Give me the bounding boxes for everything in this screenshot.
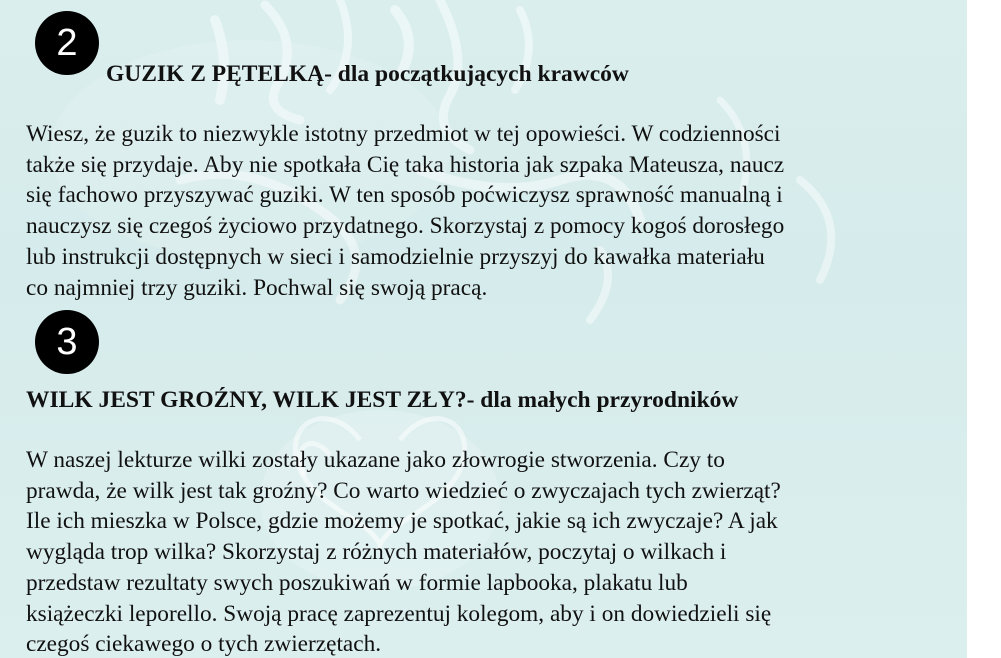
body-line: Wiesz, że guzik to niezwykle istotny przedmiot w tej opowieści. W codzienności <box>26 121 781 147</box>
body-line: co najmniej trzy guziki. Pochwal się swoją pracą. <box>26 274 488 301</box>
body-line: także się przydaje. Aby nie spotkała Cię taka historia jak szpaka Mateusza, naucz <box>26 151 785 178</box>
section-number-badge: 3 <box>35 310 99 374</box>
section-body <box>26 119 946 303</box>
section-title: WILK JEST GROŹNY, WILK JEST ZŁY?- dla małych przyrodników <box>26 387 739 413</box>
body-line: przedstaw rezultaty swych poszukiwań w formie lapbooka, plakatu lub <box>26 569 688 596</box>
body-line: nauczysz się czegoś życiowo przydatnego. Skorzystaj z pomocy kogoś dorosłego <box>26 213 785 240</box>
section-body <box>26 445 946 658</box>
body-line: się fachowo przyszywać guziki. W ten sposób poćwiczysz sprawność manualną i <box>26 182 783 209</box>
body-line: lub instrukcji dostępnych w sieci i samodzielnie przyszyj do kawałka materiału <box>26 243 765 270</box>
body-line: książeczki leporello. Swoją pracę zaprezentuj kolegom, aby i on dowiedzieli się <box>26 600 772 627</box>
body-line: W naszej lekturze wilki zostały ukazane jako złowrogie stworzenia. Czy to <box>26 447 725 473</box>
body-line: prawda, że wilk jest tak groźny? Co warto wiedzieć o zwyczajach tych zwierząt? <box>26 477 781 504</box>
body-line: czegoś ciekawego o tych zwierzętach. <box>26 631 382 658</box>
section-title: GUZIK Z PĘTELKĄ- dla początkujących krawców <box>106 61 629 87</box>
body-line: Ile ich mieszka w Polsce, gdzie możemy je spotkać, jakie są ich zwyczaje? A jak <box>26 508 778 535</box>
body-line: wygląda trop wilka? Skorzystaj z różnych materiałów, poczytaj o wilkach i <box>26 539 727 566</box>
section-number-badge: 2 <box>35 11 99 75</box>
